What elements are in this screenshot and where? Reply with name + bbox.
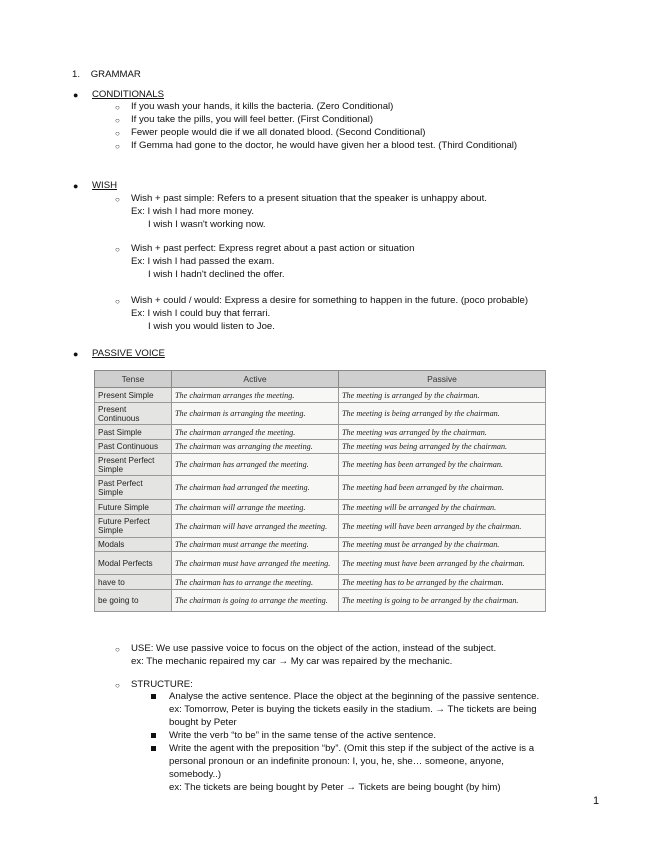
page-number: 1 (593, 795, 600, 807)
wish-example: Ex: I wish I could buy that ferrari. (131, 308, 271, 319)
bullet-icon: ● (73, 349, 79, 359)
section-heading (72, 68, 141, 81)
passive-cell: The meeting will have been arranged by the chairman. (339, 515, 546, 538)
section-title: GRAMMAR (90, 69, 141, 80)
active-cell: The chairman had arranged the meeting. (172, 476, 339, 500)
table-row (95, 538, 546, 552)
tense-cell: have to (95, 575, 172, 590)
conditional-item: Fewer people would die if we all donated blood. (Second Conditional) (131, 127, 426, 138)
circle-bullet-icon: ○ (115, 103, 120, 112)
active-cell: The chairman will arrange the meeting. (172, 500, 339, 515)
tense-cell: Modals (95, 538, 172, 552)
circle-bullet-icon: ○ (115, 129, 120, 138)
tense-cell: be going to (95, 590, 172, 612)
wish-example: I wish you would listen to Joe. (148, 321, 275, 332)
passive-cell: The meeting was arranged by the chairman. (339, 425, 546, 440)
circle-bullet-icon: ○ (115, 681, 120, 690)
structure-step: Write the agent with the preposition “by”. (Omit this step if the subject of the active is a (169, 743, 535, 754)
active-cell: The chairman arranges the meeting. (172, 388, 339, 403)
passive-cell: The meeting is being arranged by the chairman. (339, 403, 546, 425)
table-row (95, 425, 546, 440)
passive-cell: The meeting has to be arranged by the chairman. (339, 575, 546, 590)
column-header: Tense (95, 371, 172, 388)
conditional-item: If you take the pills, you will feel better. (First Conditional) (131, 114, 374, 125)
passive-voice-heading: PASSIVE VOICE (92, 348, 165, 359)
structure-example: bought by Peter (169, 717, 237, 728)
conditional-item: If you wash your hands, it kills the bacteria. (Zero Conditional) (131, 101, 394, 112)
active-cell: The chairman has arranged the meeting. (172, 454, 339, 476)
passive-cell: The meeting is going to be arranged by the chairman. (339, 590, 546, 612)
passive-cell: The meeting must have been arranged by the chairman. (339, 552, 546, 575)
table-header-row (95, 371, 546, 388)
circle-bullet-icon: ○ (115, 297, 120, 306)
structure-heading: STRUCTURE: (131, 679, 193, 690)
tense-cell: Past Perfect Simple (95, 476, 172, 500)
wish-example: Ex: I wish I had more money. (131, 206, 254, 217)
active-cell: The chairman is going to arrange the meeting. (172, 590, 339, 612)
circle-bullet-icon: ○ (115, 645, 120, 654)
use-example: ex: The mechanic repaired my car → My car was repaired by the mechanic. (131, 656, 453, 667)
structure-step: Write the verb “to be” in the same tense of the active sentence. (169, 730, 436, 741)
conditionals-heading: CONDITIONALS (92, 89, 164, 100)
square-bullet-icon (151, 733, 156, 738)
passive-cell: The meeting had been arranged by the chairman. (339, 476, 546, 500)
square-bullet-icon (151, 746, 156, 751)
table-row (95, 454, 546, 476)
passive-cell: The meeting is arranged by the chairman. (339, 388, 546, 403)
passive-cell: The meeting must be arranged by the chairman. (339, 538, 546, 552)
wish-example: I wish I wasn't working now. (148, 219, 266, 230)
tense-cell: Future Simple (95, 500, 172, 515)
passive-voice-table (94, 370, 546, 612)
wish-example: Ex: I wish I had passed the exam. (131, 256, 275, 267)
circle-bullet-icon: ○ (115, 142, 120, 151)
active-cell: The chairman will have arranged the meeting. (172, 515, 339, 538)
table-row (95, 590, 546, 612)
tense-cell: Present Simple (95, 388, 172, 403)
tense-cell: Modal Perfects (95, 552, 172, 575)
wish-rule: Wish + past simple: Refers to a present situation that the speaker is unhappy about. (131, 193, 487, 204)
table-row (95, 552, 546, 575)
tense-cell: Present Continuous (95, 403, 172, 425)
tense-cell: Future Perfect Simple (95, 515, 172, 538)
active-cell: The chairman has to arrange the meeting. (172, 575, 339, 590)
active-cell: The chairman is arranging the meeting. (172, 403, 339, 425)
section-number: 1. (72, 69, 81, 80)
table-row (95, 388, 546, 403)
circle-bullet-icon: ○ (115, 195, 120, 204)
wish-rule: Wish + past perfect: Express regret about a past action or situation (131, 243, 415, 254)
active-cell: The chairman must have arranged the meeting. (172, 552, 339, 575)
structure-example: ex: Tomorrow, Peter is buying the tickets easily in the stadium. → The tickets are being (169, 704, 537, 715)
table-row (95, 515, 546, 538)
table-row (95, 476, 546, 500)
passive-cell: The meeting will be arranged by the chairman. (339, 500, 546, 515)
tense-cell: Past Continuous (95, 440, 172, 454)
tense-cell: Past Simple (95, 425, 172, 440)
passive-cell: The meeting was being arranged by the chairman. (339, 440, 546, 454)
wish-heading: WISH (92, 180, 118, 191)
table-row (95, 500, 546, 515)
wish-rule: Wish + could / would: Express a desire for something to happen in the future. (poco probable) (131, 295, 529, 306)
passive-cell: The meeting has been arranged by the chairman. (339, 454, 546, 476)
circle-bullet-icon: ○ (115, 245, 120, 254)
structure-step: Analyse the active sentence. Place the object at the beginning of the passive sentence. (169, 691, 540, 702)
table-row (95, 575, 546, 590)
column-header: Passive (339, 371, 546, 388)
table-row (95, 403, 546, 425)
column-header: Active (172, 371, 339, 388)
circle-bullet-icon: ○ (115, 116, 120, 125)
structure-step: personal pronoun or an indefinite pronoun: I, you, he, she… someone, anyone, (169, 756, 504, 767)
wish-example: I wish I hadn't declined the offer. (148, 269, 285, 280)
structure-example: ex: The tickets are being bought by Peter → Tickets are being bought (by him) (169, 782, 501, 793)
bullet-icon: ● (73, 90, 79, 100)
tense-cell: Present Perfect Simple (95, 454, 172, 476)
structure-step: somebody..) (169, 769, 222, 780)
square-bullet-icon (151, 694, 156, 699)
use-rule: USE: We use passive voice to focus on the object of the action, instead of the subject. (131, 643, 497, 654)
table-row (95, 440, 546, 454)
conditional-item: If Gemma had gone to the doctor, he would have given her a blood test. (Third Conditional) (131, 140, 518, 151)
active-cell: The chairman must arrange the meeting. (172, 538, 339, 552)
active-cell: The chairman arranged the meeting. (172, 425, 339, 440)
bullet-icon: ● (73, 181, 79, 191)
active-cell: The chairman was arranging the meeting. (172, 440, 339, 454)
